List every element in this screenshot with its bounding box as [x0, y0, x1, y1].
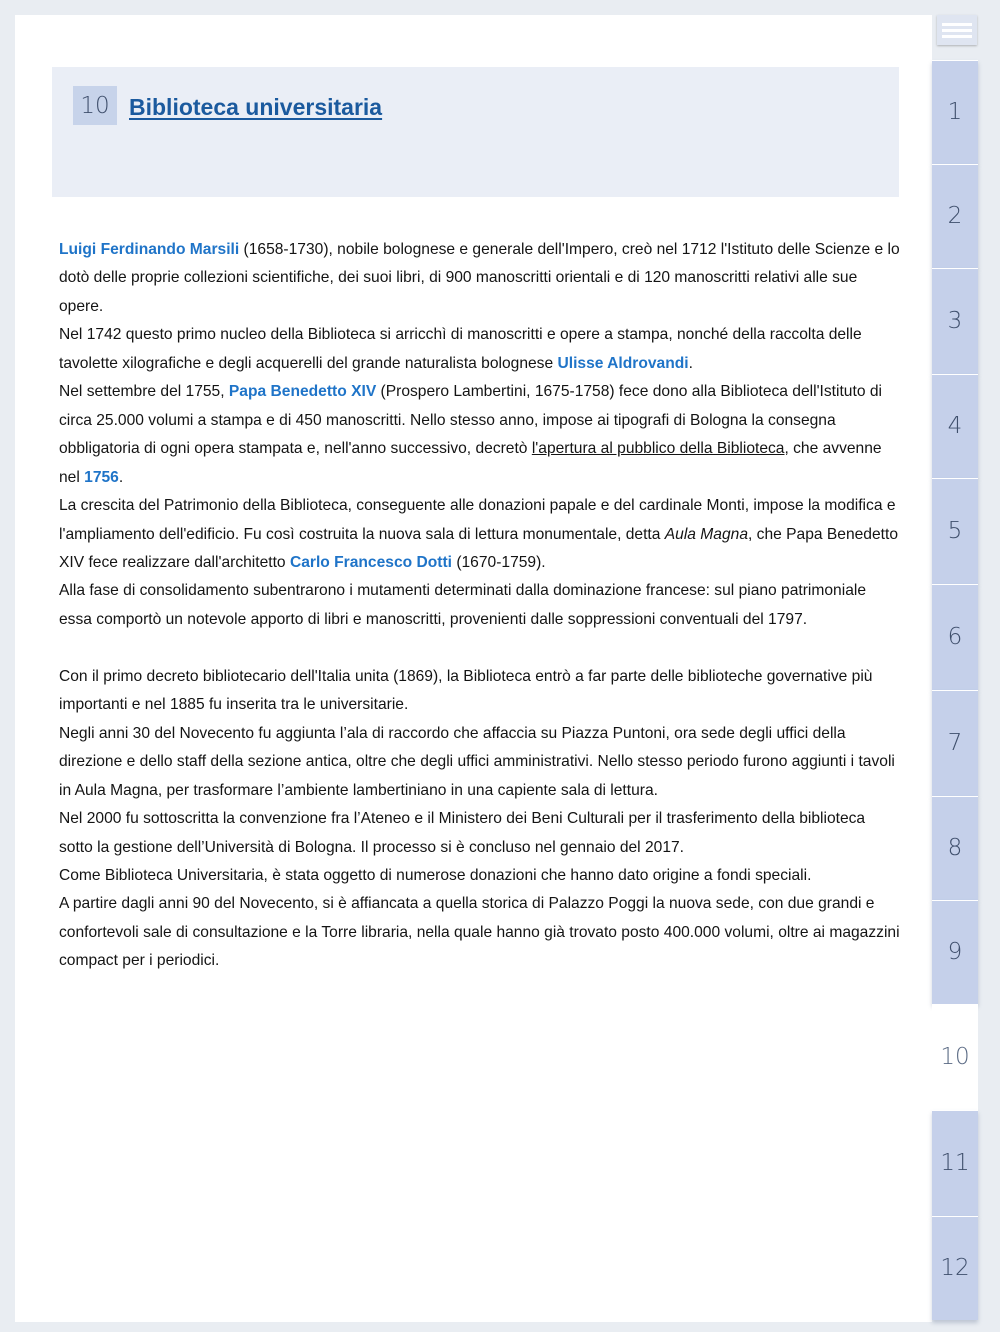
- tab-8[interactable]: 8: [932, 796, 978, 900]
- tab-7[interactable]: 7: [932, 690, 978, 796]
- paragraph-4-text-2: , che Papa Benedetto XIV fece realizzare dall'architetto: [59, 525, 898, 571]
- paragraph-2: [59, 321, 901, 378]
- paragraph-3-end: .: [118, 468, 124, 486]
- paragraph-4: [59, 492, 901, 577]
- tab-3[interactable]: 3: [932, 268, 978, 374]
- article-body: [59, 236, 901, 976]
- paragraph-spacer: [59, 634, 901, 662]
- paragraph-1-text: (1658-1730), nobile bolognese e generale dell'Impero, creò nel 1712 l'Istituto delle Scienze e lo dotò delle proprie collezioni scientifiche, dei suoi libri, di 900 manoscritti orientali e di 120 manoscritti relativi alle sue opere.: [59, 241, 900, 315]
- link-benedetto-xiv[interactable]: Papa Benedetto XIV: [228, 383, 377, 401]
- link-marsili[interactable]: Luigi Ferdinando Marsili: [59, 241, 240, 258]
- tab-11[interactable]: 11: [932, 1110, 978, 1216]
- link-aldrovandi[interactable]: Ulisse Aldrovandi: [557, 354, 689, 372]
- paragraph-7: Negli anni 30 del Novecento fu aggiunta l’ala di raccordo che affaccia su Piazza Puntoni, ora sede degli uffici della direzione e dello staff della sezione antica, oltre che degli uffici amministrativi. Nello stesso periodo furono aggiunti i tavoli in Aula Magna, per trasformare l’ambiente lambertiniano in una capiente sala di lettura.: [59, 724, 895, 799]
- page: [15, 15, 932, 1322]
- paragraph-4-text: La crescita del Patrimonio della Biblioteca, conseguente alle donazioni papale e del cardinale Monti, impose la modifica e l'ampliamento dell'edificio. Fu così costruita la nuova sala di lettura monumentale, detta: [59, 497, 896, 543]
- tab-6[interactable]: 6: [932, 584, 978, 690]
- menu-bar: [942, 35, 972, 38]
- paragraph-3-text-2: (Prospero Lambertini, 1675-1758) fece dono alla Biblioteca dell'Istituto di circa 25.000 volumi a stampa e di 450 manoscritti. Nello stesso anno, impose ai tipografi di Bologna la consegna obbligatoria di ogni opera stampata e, nell'anno successivo, decretò: [59, 383, 882, 458]
- paragraph-8: Nel 2000 fu sottoscritta la convenzione fra l’Ateneo e il Ministero dei Beni Culturali per il trasferimento della biblioteca sotto la gestione dell’Università di Bologna. Il processo si è concluso nel gennaio del 2017.: [59, 810, 866, 856]
- menu-bar: [942, 29, 972, 32]
- tab-9[interactable]: 9: [932, 900, 978, 1004]
- tab-1[interactable]: 1: [932, 60, 978, 164]
- paragraph-2-text: Nel 1742 questo primo nucleo della Biblioteca si arricchì di manoscritti e opere a stampa, nonché della raccolta delle tavolette xilografiche e degli acquerelli del grande naturalista bolognese: [59, 326, 862, 372]
- page-title-link[interactable]: Biblioteca universitaria: [129, 94, 383, 120]
- chapter-number-badge: 10: [73, 86, 117, 125]
- menu-bar: [942, 23, 972, 26]
- paragraph-3: [59, 378, 901, 492]
- paragraph-3-text: Nel settembre del 1755,: [59, 383, 229, 401]
- link-1756[interactable]: 1756: [84, 468, 119, 486]
- paragraph-3-text-3: , che avvenne nel: [59, 440, 882, 486]
- link-apertura-pubblico[interactable]: l'apertura al pubblico della Biblioteca: [531, 440, 785, 458]
- paragraph-9: Come Biblioteca Universitaria, è stata oggetto di numerose donazioni che hanno dato origine a fondi speciali.: [59, 866, 812, 884]
- tab-5[interactable]: 5: [932, 478, 978, 584]
- link-dotti[interactable]: Carlo Francesco Dotti: [289, 553, 452, 571]
- paragraph-2-end: .: [688, 354, 693, 372]
- hamburger-menu-icon[interactable]: [937, 15, 977, 45]
- paragraph-1: [59, 236, 901, 321]
- aula-magna-italic: Aula Magna: [664, 525, 748, 543]
- paragraph-6: Con il primo decreto bibliotecario dell'Italia unita (1869), la Biblioteca entrò a far parte delle biblioteche governative più importanti e nel 1885 fu inserita tra le universitarie.: [59, 667, 873, 714]
- paragraph-10: A partire dagli anni 90 del Novecento, si è affiancata a quella storica di Palazzo Poggi la nuova sede, con due grandi e confortevoli sale di consultazione e la Torre libraria, nella quale hanno già trovato posto 400.000 volumi, oltre ai magazzini compact per i periodici.: [59, 895, 900, 970]
- paragraph-4-end: (1670-1759).: [451, 553, 546, 571]
- tab-12[interactable]: 12: [932, 1216, 978, 1320]
- page-header: [52, 67, 899, 197]
- tab-4[interactable]: 4: [932, 374, 978, 478]
- tab-2[interactable]: 2: [932, 164, 978, 268]
- tab-10-active[interactable]: 10: [932, 1004, 978, 1110]
- paragraph-5: Alla fase di consolidamento subentrarono i mutamenti determinati dalla dominazione francese: sul piano patrimoniale essa comportò un notevole apporto di libri e manoscritti, provenienti dalle soppressioni conventuali del 1797.: [59, 582, 866, 628]
